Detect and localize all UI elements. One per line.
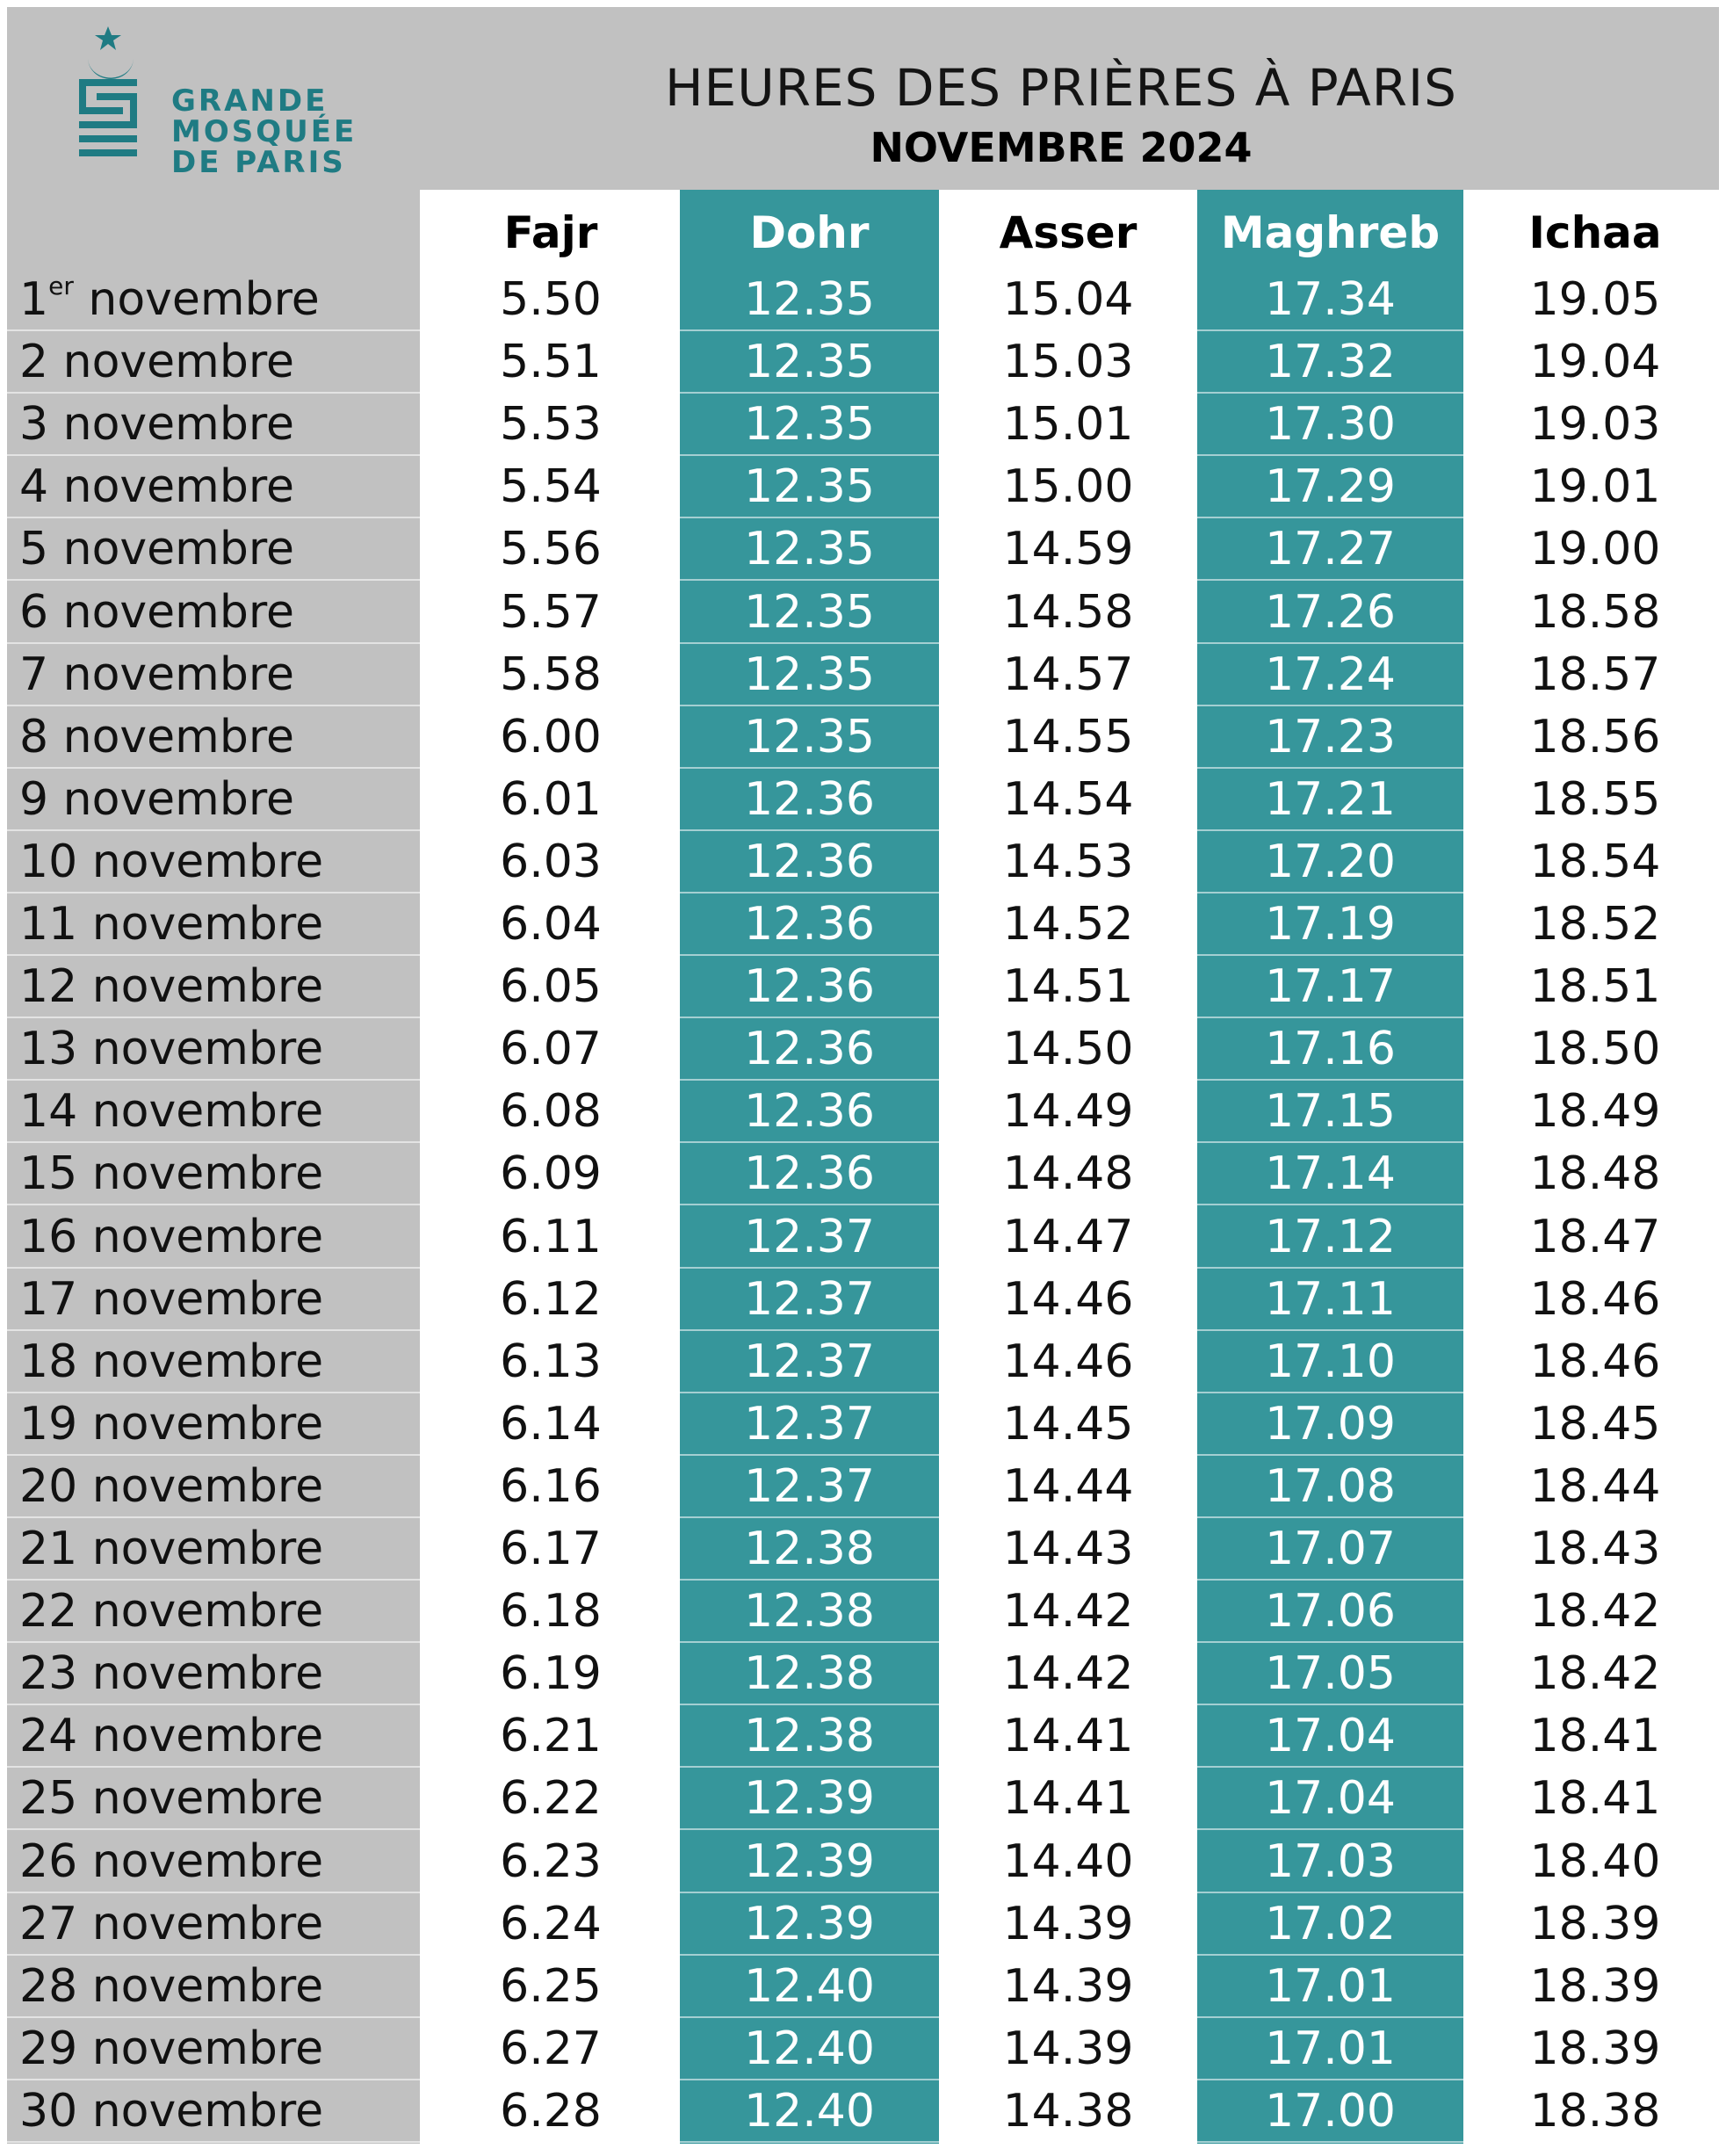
date-number: 7 xyxy=(19,648,49,701)
date-number: 27 xyxy=(19,1897,78,1950)
time-cell-maghreb: 17.11 xyxy=(1265,1272,1396,1326)
time-cell-asser: 15.03 xyxy=(1002,336,1134,389)
date-cell xyxy=(19,1269,323,1331)
time-cell-ichaa: 18.39 xyxy=(1529,1897,1661,1950)
time-cell-fajr: 5.57 xyxy=(500,585,602,639)
table-row xyxy=(0,1206,1726,1269)
date-cell xyxy=(19,518,294,581)
time-cell-ichaa: 19.01 xyxy=(1529,460,1661,514)
time-cell-fajr: 5.50 xyxy=(500,273,602,326)
time-cell-ichaa: 18.51 xyxy=(1529,960,1661,1014)
date-month: novembre xyxy=(91,1272,324,1326)
time-cell-ichaa: 18.38 xyxy=(1529,2084,1661,2138)
time-cell-dohr: 12.35 xyxy=(744,648,875,701)
time-cell-ichaa: 18.52 xyxy=(1529,898,1661,951)
time-cell-maghreb: 17.14 xyxy=(1265,1147,1396,1201)
time-cell-fajr: 6.07 xyxy=(500,1023,602,1076)
time-cell-fajr: 6.17 xyxy=(500,1523,602,1575)
time-cell-fajr: 6.04 xyxy=(500,898,602,951)
time-cell-maghreb: 17.05 xyxy=(1265,1647,1396,1701)
mosque-crescent-star-icon xyxy=(70,25,158,183)
date-cell xyxy=(19,894,323,956)
table-row xyxy=(0,1393,1726,1456)
table-row xyxy=(0,956,1726,1018)
time-cell-asser: 14.59 xyxy=(1002,523,1134,576)
time-cell-asser: 14.38 xyxy=(1002,2084,1134,2138)
date-number: 2 xyxy=(19,336,49,389)
time-cell-ichaa: 19.05 xyxy=(1529,273,1661,326)
time-cell-dohr: 12.35 xyxy=(744,336,875,389)
time-cell-maghreb: 17.00 xyxy=(1265,2084,1396,2138)
time-cell-asser: 14.39 xyxy=(1002,2022,1134,2075)
time-cell-maghreb: 17.12 xyxy=(1265,1210,1396,1263)
time-cell-fajr: 6.01 xyxy=(500,772,602,826)
time-cell-maghreb: 17.23 xyxy=(1265,710,1396,763)
time-cell-asser: 15.04 xyxy=(1002,273,1134,326)
time-cell-dohr: 12.35 xyxy=(744,273,875,326)
time-cell-fajr: 6.21 xyxy=(500,1710,602,1763)
time-cell-dohr: 12.37 xyxy=(744,1335,875,1388)
date-cell xyxy=(19,831,323,894)
time-cell-asser: 14.41 xyxy=(1002,1710,1134,1763)
time-cell-maghreb: 17.17 xyxy=(1265,960,1396,1014)
date-number: 8 xyxy=(19,710,49,763)
date-month: novembre xyxy=(91,1147,324,1201)
logo-line: MOSQUÉE xyxy=(171,114,357,149)
time-cell-fajr: 6.14 xyxy=(500,1397,602,1451)
time-cell-ichaa: 18.41 xyxy=(1529,1772,1661,1826)
date-cell xyxy=(19,1081,323,1143)
time-cell-fajr: 6.16 xyxy=(500,1459,602,1513)
row-divider xyxy=(0,2141,1726,2143)
time-cell-asser: 14.45 xyxy=(1002,1397,1134,1451)
time-cell-fajr: 6.13 xyxy=(500,1335,602,1388)
table-row xyxy=(0,769,1726,831)
time-cell-asser: 14.44 xyxy=(1002,1459,1134,1513)
table-row xyxy=(0,1143,1726,1205)
date-cell xyxy=(19,582,294,644)
time-cell-asser: 14.39 xyxy=(1002,1959,1134,2013)
time-cell-maghreb: 17.08 xyxy=(1265,1459,1396,1513)
date-cell xyxy=(19,394,294,456)
date-cell xyxy=(19,706,294,769)
date-cell xyxy=(19,1206,323,1269)
logo-line: GRANDE xyxy=(171,83,329,119)
date-month: novembre xyxy=(91,1772,324,1826)
table-row xyxy=(0,1956,1726,2018)
time-cell-ichaa: 18.48 xyxy=(1529,1147,1661,1201)
time-cell-asser: 14.42 xyxy=(1002,1585,1134,1639)
time-cell-ichaa: 19.03 xyxy=(1529,398,1661,452)
grande-mosquee-logo xyxy=(70,25,386,183)
table-row xyxy=(0,706,1726,769)
time-cell-ichaa: 18.49 xyxy=(1529,1085,1661,1139)
table-row xyxy=(0,1831,1726,1893)
table-row xyxy=(0,518,1726,581)
time-cell-asser: 14.52 xyxy=(1002,898,1134,951)
time-cell-maghreb: 17.01 xyxy=(1265,2022,1396,2075)
table-row xyxy=(0,1081,1726,1143)
time-cell-fajr: 6.12 xyxy=(500,1272,602,1326)
date-number: 3 xyxy=(19,398,49,452)
date-cell xyxy=(19,456,294,518)
time-cell-dohr: 12.37 xyxy=(744,1397,875,1451)
time-cell-dohr: 12.35 xyxy=(744,585,875,639)
column-header-asser: Asser xyxy=(999,207,1137,258)
date-number: 22 xyxy=(19,1585,78,1639)
time-cell-ichaa: 18.42 xyxy=(1529,1647,1661,1701)
time-cell-asser: 14.42 xyxy=(1002,1647,1134,1701)
time-cell-maghreb: 17.04 xyxy=(1265,1772,1396,1826)
time-cell-dohr: 12.36 xyxy=(744,1023,875,1076)
date-cell xyxy=(19,644,294,706)
table-row xyxy=(0,582,1726,644)
date-number: 30 xyxy=(19,2084,78,2138)
date-cell xyxy=(19,956,323,1018)
time-cell-dohr: 12.40 xyxy=(744,2084,875,2138)
time-cell-maghreb: 17.10 xyxy=(1265,1335,1396,1388)
time-cell-fajr: 6.25 xyxy=(500,1959,602,2013)
time-cell-maghreb: 17.03 xyxy=(1265,1834,1396,1888)
date-month: novembre xyxy=(91,2022,324,2075)
date-number: 6 xyxy=(19,585,49,639)
time-cell-asser: 14.58 xyxy=(1002,585,1134,639)
logo-text xyxy=(171,83,357,180)
time-cell-fajr: 6.24 xyxy=(500,1897,602,1950)
date-number: 4 xyxy=(19,460,49,514)
time-cell-asser: 14.50 xyxy=(1002,1023,1134,1076)
date-month: novembre xyxy=(91,1335,324,1388)
time-cell-asser: 14.49 xyxy=(1002,1085,1134,1139)
column-header-dohr: Dohr xyxy=(749,207,870,258)
time-cell-ichaa: 18.57 xyxy=(1529,648,1661,701)
time-cell-dohr: 12.36 xyxy=(744,772,875,826)
date-month: novembre xyxy=(91,1585,324,1639)
time-cell-maghreb: 17.30 xyxy=(1265,398,1396,452)
date-month: novembre xyxy=(62,398,295,452)
time-cell-fajr: 6.19 xyxy=(500,1647,602,1701)
time-cell-fajr: 5.53 xyxy=(500,398,602,452)
date-month: novembre xyxy=(91,898,324,951)
time-cell-fajr: 6.28 xyxy=(500,2084,602,2138)
time-cell-asser: 14.57 xyxy=(1002,648,1134,701)
time-cell-dohr: 12.35 xyxy=(744,460,875,514)
time-cell-ichaa: 18.39 xyxy=(1529,2022,1661,2075)
time-cell-dohr: 12.37 xyxy=(744,1210,875,1263)
date-number: 13 xyxy=(19,1023,78,1076)
date-cell xyxy=(19,1831,323,1893)
date-cell xyxy=(19,1393,323,1456)
date-month: novembre xyxy=(91,1210,324,1263)
time-cell-ichaa: 18.39 xyxy=(1529,1959,1661,2013)
time-cell-maghreb: 17.16 xyxy=(1265,1023,1396,1076)
time-cell-dohr: 12.39 xyxy=(744,1897,875,1950)
date-cell xyxy=(19,1956,323,2018)
time-cell-fajr: 6.08 xyxy=(500,1085,602,1139)
date-number: 17 xyxy=(19,1272,78,1326)
time-cell-ichaa: 18.58 xyxy=(1529,585,1661,639)
time-cell-dohr: 12.40 xyxy=(744,2022,875,2075)
time-cell-asser: 14.53 xyxy=(1002,835,1134,888)
table-row xyxy=(0,1018,1726,1081)
date-number: 29 xyxy=(19,2022,78,2075)
time-cell-maghreb: 17.19 xyxy=(1265,898,1396,951)
time-cell-asser: 14.41 xyxy=(1002,1772,1134,1826)
time-cell-ichaa: 18.50 xyxy=(1529,1023,1661,1076)
time-cell-ichaa: 18.43 xyxy=(1529,1523,1661,1575)
time-cell-dohr: 12.36 xyxy=(744,835,875,888)
logo-line: DE PARIS xyxy=(171,145,346,180)
date-month: novembre xyxy=(91,1897,324,1950)
time-cell-maghreb: 17.02 xyxy=(1265,1897,1396,1950)
date-cell xyxy=(19,1518,323,1581)
time-cell-fajr: 6.03 xyxy=(500,835,602,888)
date-number: 12 xyxy=(19,960,78,1014)
time-cell-dohr: 12.38 xyxy=(744,1585,875,1639)
date-month: novembre xyxy=(91,2084,324,2138)
time-cell-asser: 14.40 xyxy=(1002,1834,1134,1888)
time-cell-ichaa: 19.00 xyxy=(1529,523,1661,576)
table-row xyxy=(0,1893,1726,1956)
date-month: novembre xyxy=(62,523,295,576)
time-cell-fajr: 6.27 xyxy=(500,2022,602,2075)
date-month: novembre xyxy=(91,1085,324,1139)
time-cell-ichaa: 18.55 xyxy=(1529,772,1661,826)
table-row xyxy=(0,1643,1726,1705)
table-row xyxy=(0,894,1726,956)
column-header-fajr: Fajr xyxy=(503,207,598,258)
date-month: novembre xyxy=(88,273,320,326)
table-row xyxy=(0,269,1726,331)
time-cell-asser: 14.54 xyxy=(1002,772,1134,826)
time-cell-fajr: 6.00 xyxy=(500,710,602,763)
date-cell xyxy=(19,1643,323,1705)
date-number: 10 xyxy=(19,835,78,888)
time-cell-fajr: 6.18 xyxy=(500,1585,602,1639)
date-number: 15 xyxy=(19,1147,78,1201)
date-cell xyxy=(19,1893,323,1956)
time-cell-dohr: 12.35 xyxy=(744,710,875,763)
time-cell-fajr: 6.09 xyxy=(500,1147,602,1201)
time-cell-ichaa: 18.45 xyxy=(1529,1397,1661,1451)
date-month: novembre xyxy=(91,1959,324,2013)
date-number: 24 xyxy=(19,1710,78,1763)
time-cell-maghreb: 17.06 xyxy=(1265,1585,1396,1639)
date-number: 20 xyxy=(19,1459,78,1513)
time-cell-ichaa: 18.40 xyxy=(1529,1834,1661,1888)
page-subtitle: NOVEMBRE 2024 xyxy=(870,124,1253,171)
time-cell-ichaa: 19.04 xyxy=(1529,336,1661,389)
time-cell-maghreb: 17.26 xyxy=(1265,585,1396,639)
time-cell-dohr: 12.36 xyxy=(744,1085,875,1139)
date-month: novembre xyxy=(91,1647,324,1701)
time-cell-asser: 15.00 xyxy=(1002,460,1134,514)
time-cell-maghreb: 17.27 xyxy=(1265,523,1396,576)
table-row xyxy=(0,1331,1726,1393)
time-cell-asser: 14.39 xyxy=(1002,1897,1134,1950)
date-number: 9 xyxy=(19,772,49,826)
date-month: novembre xyxy=(62,772,295,826)
date-month: novembre xyxy=(91,835,324,888)
date-month: novembre xyxy=(91,1710,324,1763)
date-cell xyxy=(19,769,294,831)
time-cell-dohr: 12.35 xyxy=(744,398,875,452)
date-number: 28 xyxy=(19,1959,78,2013)
date-cell xyxy=(19,1768,323,1830)
time-cell-ichaa: 18.46 xyxy=(1529,1335,1661,1388)
time-cell-maghreb: 17.07 xyxy=(1265,1523,1396,1575)
table-row xyxy=(0,1269,1726,1331)
time-cell-dohr: 12.38 xyxy=(744,1710,875,1763)
time-cell-dohr: 12.36 xyxy=(744,960,875,1014)
date-number: 16 xyxy=(19,1210,78,1263)
date-number: 21 xyxy=(19,1523,78,1575)
time-cell-ichaa: 18.41 xyxy=(1529,1710,1661,1763)
time-cell-maghreb: 17.04 xyxy=(1265,1710,1396,1763)
date-cell xyxy=(19,1456,323,1518)
time-cell-maghreb: 17.15 xyxy=(1265,1085,1396,1139)
date-number: 18 xyxy=(19,1335,78,1388)
date-number: 25 xyxy=(19,1772,78,1826)
time-cell-maghreb: 17.29 xyxy=(1265,460,1396,514)
date-month: novembre xyxy=(91,1523,324,1575)
time-cell-fajr: 6.05 xyxy=(500,960,602,1014)
date-cell xyxy=(19,2018,323,2080)
table-row xyxy=(0,831,1726,894)
time-cell-fajr: 5.54 xyxy=(500,460,602,514)
date-cell xyxy=(19,1331,323,1393)
time-cell-ichaa: 18.47 xyxy=(1529,1210,1661,1263)
date-number: 19 xyxy=(19,1397,78,1451)
table-row xyxy=(0,394,1726,456)
table-row xyxy=(0,1705,1726,1768)
date-cell xyxy=(19,331,294,394)
date-cell xyxy=(19,1143,323,1205)
table-row xyxy=(0,2018,1726,2080)
table-row xyxy=(0,456,1726,518)
time-cell-asser: 14.48 xyxy=(1002,1147,1134,1201)
time-cell-fajr: 6.23 xyxy=(500,1834,602,1888)
time-cell-maghreb: 17.32 xyxy=(1265,336,1396,389)
date-month: novembre xyxy=(62,336,295,389)
date-number: 26 xyxy=(19,1834,78,1888)
table-row xyxy=(0,1768,1726,1830)
time-cell-maghreb: 17.34 xyxy=(1265,273,1396,326)
date-month: novembre xyxy=(62,585,295,639)
date-month: novembre xyxy=(91,1023,324,1076)
time-cell-fajr: 6.22 xyxy=(500,1772,602,1826)
time-cell-fajr: 5.58 xyxy=(500,648,602,701)
time-cell-dohr: 12.37 xyxy=(744,1459,875,1513)
table-row xyxy=(0,331,1726,394)
time-cell-asser: 14.47 xyxy=(1002,1210,1134,1263)
time-cell-maghreb: 17.01 xyxy=(1265,1959,1396,2013)
time-cell-dohr: 12.39 xyxy=(744,1834,875,1888)
date-number: 14 xyxy=(19,1085,78,1139)
table-row xyxy=(0,2080,1726,2143)
time-cell-dohr: 12.39 xyxy=(744,1772,875,1826)
time-cell-maghreb: 17.09 xyxy=(1265,1397,1396,1451)
time-cell-ichaa: 18.56 xyxy=(1529,710,1661,763)
time-cell-fajr: 5.56 xyxy=(500,523,602,576)
time-cell-asser: 15.01 xyxy=(1002,398,1134,452)
column-header-ichaa: Ichaa xyxy=(1528,207,1662,258)
time-cell-ichaa: 18.46 xyxy=(1529,1272,1661,1326)
time-cell-ichaa: 18.42 xyxy=(1529,1585,1661,1639)
date-cell xyxy=(19,269,320,331)
date-ordinal: er xyxy=(48,271,74,300)
table-row xyxy=(0,644,1726,706)
date-number: 1 xyxy=(19,273,49,326)
time-cell-dohr: 12.36 xyxy=(744,898,875,951)
time-cell-ichaa: 18.44 xyxy=(1529,1459,1661,1513)
time-cell-maghreb: 17.21 xyxy=(1265,772,1396,826)
date-month: novembre xyxy=(91,1459,324,1513)
date-month: novembre xyxy=(62,710,295,763)
date-cell xyxy=(19,1018,323,1081)
date-month: novembre xyxy=(91,1397,324,1451)
time-cell-asser: 14.46 xyxy=(1002,1272,1134,1326)
table-row xyxy=(0,1456,1726,1518)
time-cell-maghreb: 17.20 xyxy=(1265,835,1396,888)
date-number: 23 xyxy=(19,1647,78,1701)
time-cell-dohr: 12.35 xyxy=(744,523,875,576)
time-cell-ichaa: 18.54 xyxy=(1529,835,1661,888)
column-header-maghreb: Maghreb xyxy=(1220,207,1441,258)
time-cell-asser: 14.51 xyxy=(1002,960,1134,1014)
date-cell xyxy=(19,1581,323,1643)
time-cell-dohr: 12.36 xyxy=(744,1147,875,1201)
date-month: novembre xyxy=(62,460,295,514)
date-number: 5 xyxy=(19,523,49,576)
time-cell-fajr: 6.11 xyxy=(500,1210,602,1263)
time-cell-dohr: 12.37 xyxy=(744,1272,875,1326)
time-cell-dohr: 12.38 xyxy=(744,1647,875,1701)
page-title: HEURES DES PRIÈRES À PARIS xyxy=(665,58,1457,118)
time-cell-dohr: 12.40 xyxy=(744,1959,875,2013)
table-row xyxy=(0,1518,1726,1581)
date-number: 11 xyxy=(19,898,78,951)
time-cell-dohr: 12.38 xyxy=(744,1523,875,1575)
time-cell-asser: 14.43 xyxy=(1002,1523,1134,1575)
date-cell xyxy=(19,2080,323,2143)
time-cell-maghreb: 17.24 xyxy=(1265,648,1396,701)
date-month: novembre xyxy=(91,960,324,1014)
time-cell-asser: 14.55 xyxy=(1002,710,1134,763)
time-cell-asser: 14.46 xyxy=(1002,1335,1134,1388)
header-band xyxy=(7,7,1719,190)
time-cell-fajr: 5.51 xyxy=(500,336,602,389)
table-row xyxy=(0,1581,1726,1643)
date-month: novembre xyxy=(91,1834,324,1888)
date-cell xyxy=(19,1705,323,1768)
date-month: novembre xyxy=(62,648,295,701)
